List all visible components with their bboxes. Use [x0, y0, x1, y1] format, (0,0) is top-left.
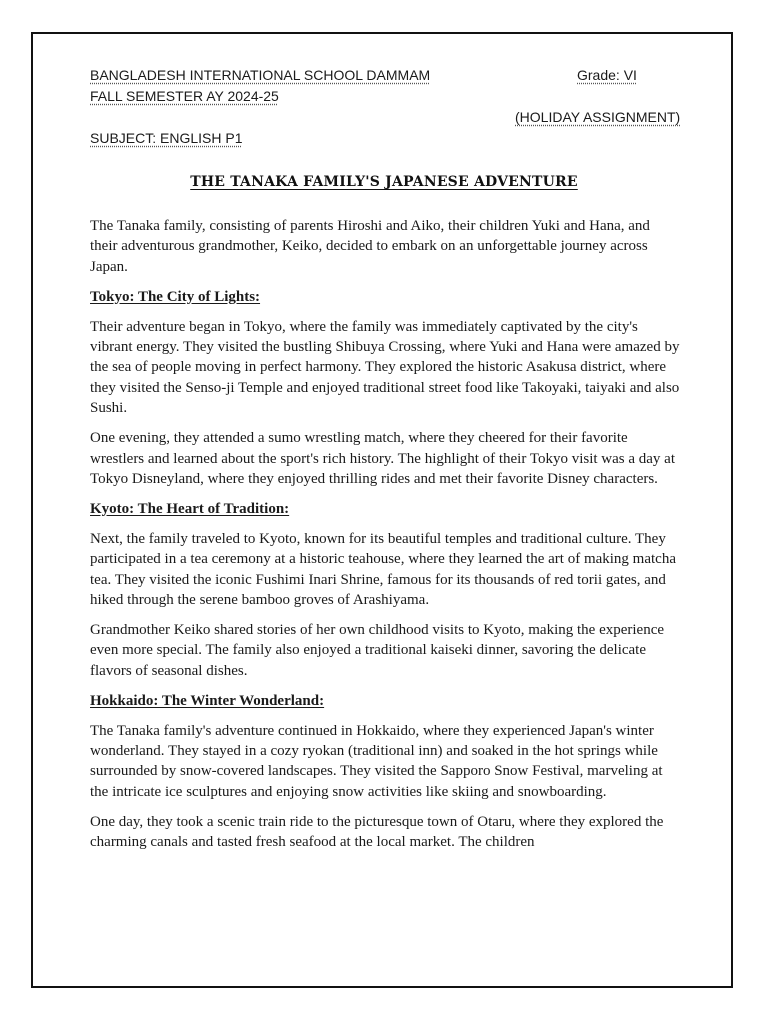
kyoto-paragraph-1: Next, the family traveled to Kyoto, known for its beautiful temples and traditional culture. They participated in a tea ceremony at a historic teahouse, where they learned the art of making matcha tea. They visited the iconic Fushimi Inari Shrine, famous for its thousands of red torii gates, and hiked through the serene bamboo groves of Arashiyama.	[90, 530, 676, 608]
tokyo-paragraph-2: One evening, they attended a sumo wrestling match, where they cheered for their favorite wrestlers and learned about the sport's rich history. The highlight of their Tokyo visit was a day at Tokyo Disneyland, where they enjoyed thrilling rides and met their favorite Disney characters.	[90, 430, 675, 487]
section-heading-hokkaido: Hokkaido: The Winter Wonderland:	[90, 692, 325, 709]
school-name: BANGLADESH INTERNATIONAL SCHOOL DAMMAM	[90, 67, 431, 83]
intro-paragraph: The Tanaka family, consisting of parents Hiroshi and Aiko, their children Yuki and Hana, and their adventurous grandmother, Keiko, decided to embark on an unforgettable journey across Japan.	[90, 218, 650, 275]
hokkaido-paragraph-1: The Tanaka family's adventure continued in Hokkaido, where they experienced Japan's winter wonderland. They stayed in a cozy ryokan (traditional inn) and soaked in the hot springs while surrounded by snow-covered landscapes. They visited the Sapporo Snow Festival, marveling at the intricate ice sculptures and enjoying snow activities like skiing and snowboarding.	[90, 722, 663, 800]
assignment-type-label: (HOLIDAY ASSIGNMENT)	[515, 109, 681, 125]
subject-label: SUBJECT: ENGLISH P1	[90, 130, 243, 146]
grade-label: Grade: VI	[577, 67, 637, 83]
semester-label: FALL SEMESTER AY 2024-25	[90, 88, 279, 104]
document-title: THE TANAKA FAMILY'S JAPANESE ADVENTURE	[190, 174, 578, 190]
hokkaido-paragraph-2: One day, they took a scenic train ride to the picturesque town of Otaru, where they explored the charming canals and tasted fresh seafood at the local market. The children	[90, 813, 664, 851]
document-body	[90, 216, 680, 862]
kyoto-paragraph-2: Grandmother Keiko shared stories of her own childhood visits to Kyoto, making the experience even more special. The family also enjoyed a traditional kaiseki dinner, savoring the delicate flavors of seasonal dishes.	[90, 621, 665, 679]
section-heading-tokyo: Tokyo: The City of Lights:	[90, 288, 261, 305]
tokyo-paragraph-1: Their adventure began in Tokyo, where the family was immediately captivated by the city's vibrant energy. They visited the bustling Shibuya Crossing, where Yuki and Hana were amazed by the sea of people moving in perfect harmony. They explored the historic Asakusa district, where they visited the Senso-ji Temple and enjoyed traditional street food like Takoyaki, taiyaki and also Sushi.	[90, 318, 680, 417]
section-heading-kyoto: Kyoto: The Heart of Tradition:	[90, 500, 290, 517]
